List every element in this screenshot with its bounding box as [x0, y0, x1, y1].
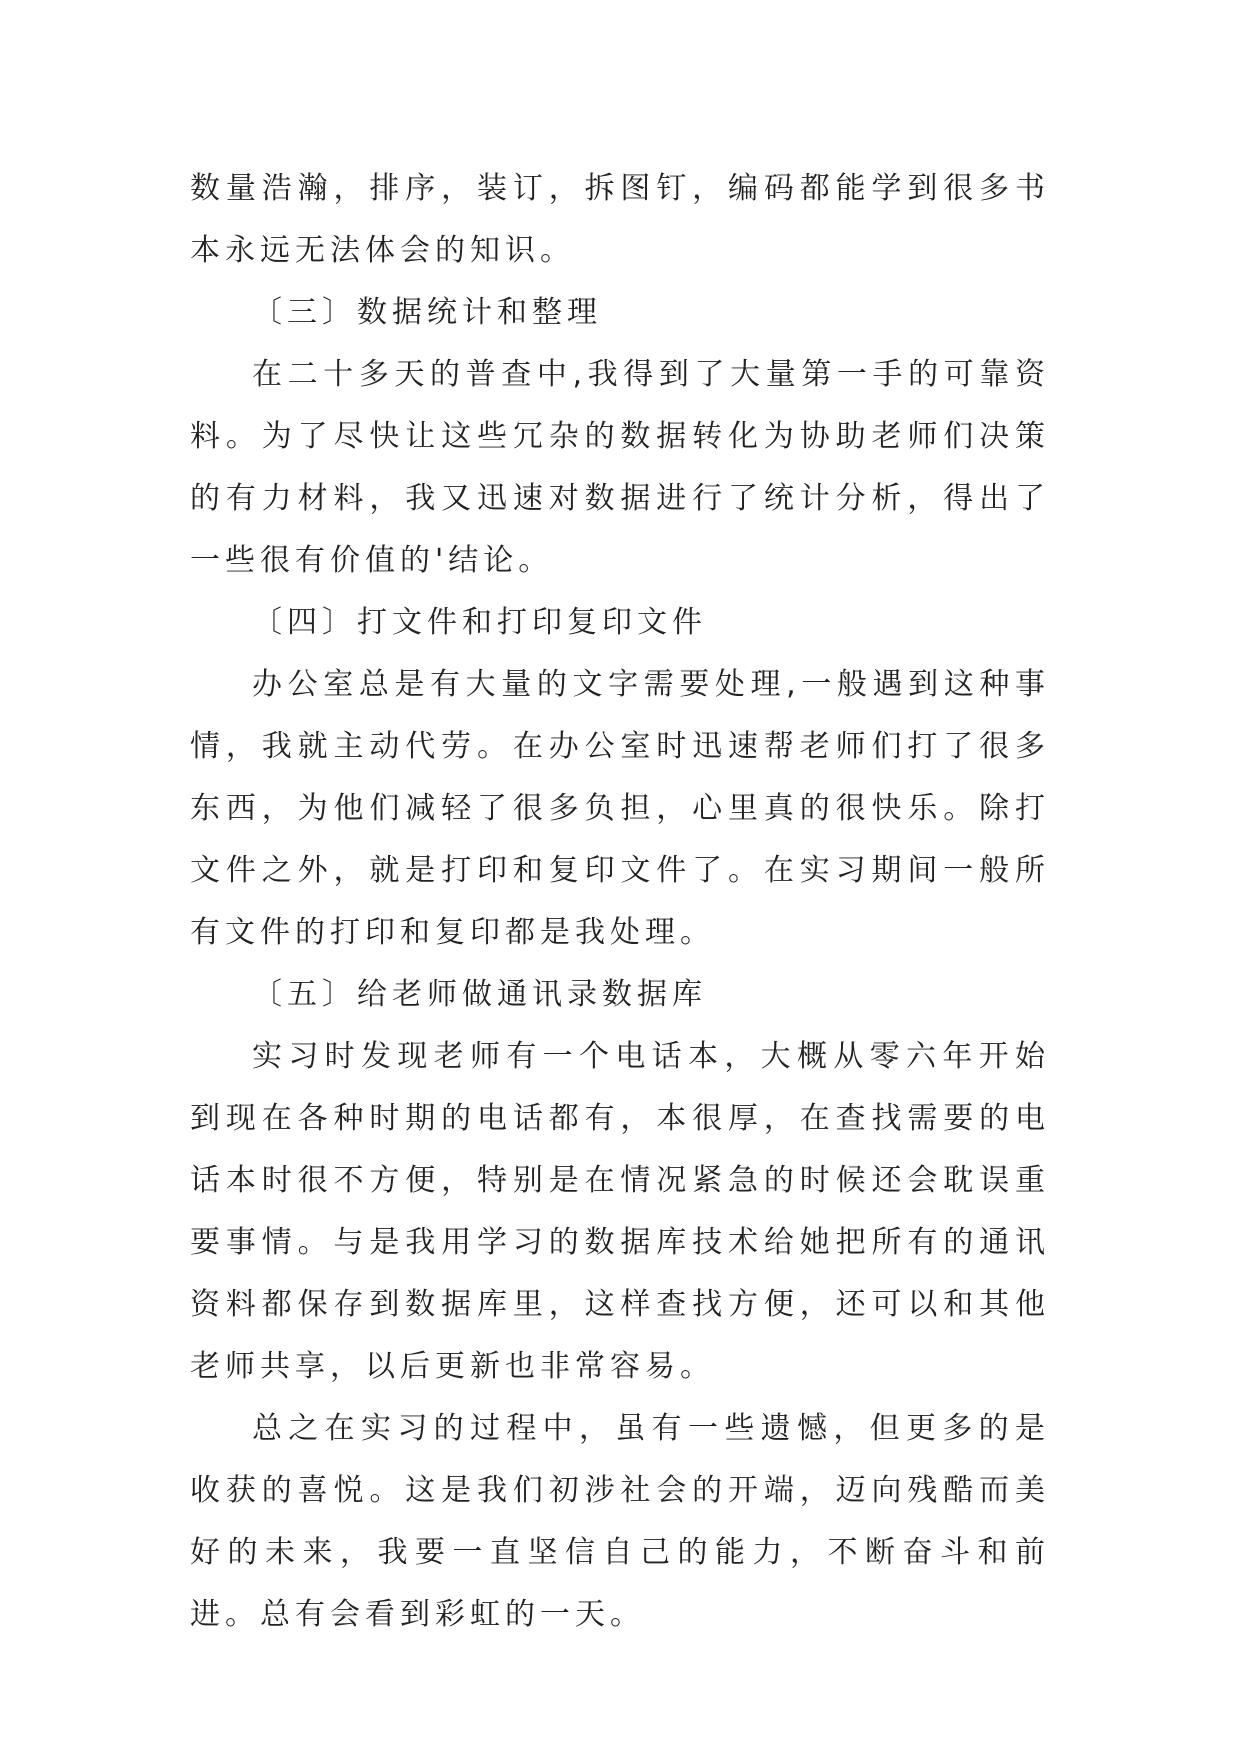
section-heading-4: 〔四〕打文件和打印复印文件 — [252, 605, 707, 640]
paragraph-conclusion: 总之在实习的过程中，虽有一些遗憾，但更多的是收获的喜悦。这是我们初涉社会的开端，迈向残酷而美好的未来，我要一直坚信自己的能力，不断奋斗和前进。总有会看到彩虹的一天。 — [190, 1411, 1050, 1632]
paragraph-continued: 数量浩瀚，排序，装订，拆图钉，编码都能学到很多书本永远无法体会的知识。 — [190, 171, 1050, 268]
section-heading-3: 〔三〕数据统计和整理 — [252, 295, 602, 330]
section-heading-5: 〔五〕给老师做通讯录数据库 — [252, 977, 707, 1012]
document-body — [190, 158, 1050, 1646]
paragraph-contacts-database: 实习时发现老师有一个电话本，大概从零六年开始到现在各种时期的电话都有，本很厚，在查找需要的电话本时很不方便，特别是在情况紧急的时候还会耽误重要事情。与是我用学习的数据库技术给她把所有的通讯资料都保存到数据库里，这样查找方便，还可以和其他老师共享，以后更新也非常容易。 — [190, 1039, 1050, 1384]
paragraph-typing-printing: 办公室总是有大量的文字需要处理,一般遇到这种事情，我就主动代劳。在办公室时迅速帮老师们打了很多东西，为他们减轻了很多负担，心里真的很快乐。除打文件之外，就是打印和复印文件了。在实习期间一般所有文件的打印和复印都是我处理。 — [190, 667, 1050, 950]
paragraph-data-statistics: 在二十多天的普查中,我得到了大量第一手的可靠资料。为了尽快让这些冗杂的数据转化为协助老师们决策的有力材料，我又迅速对数据进行了统计分析，得出了一些很有价值的'结论。 — [190, 357, 1050, 578]
